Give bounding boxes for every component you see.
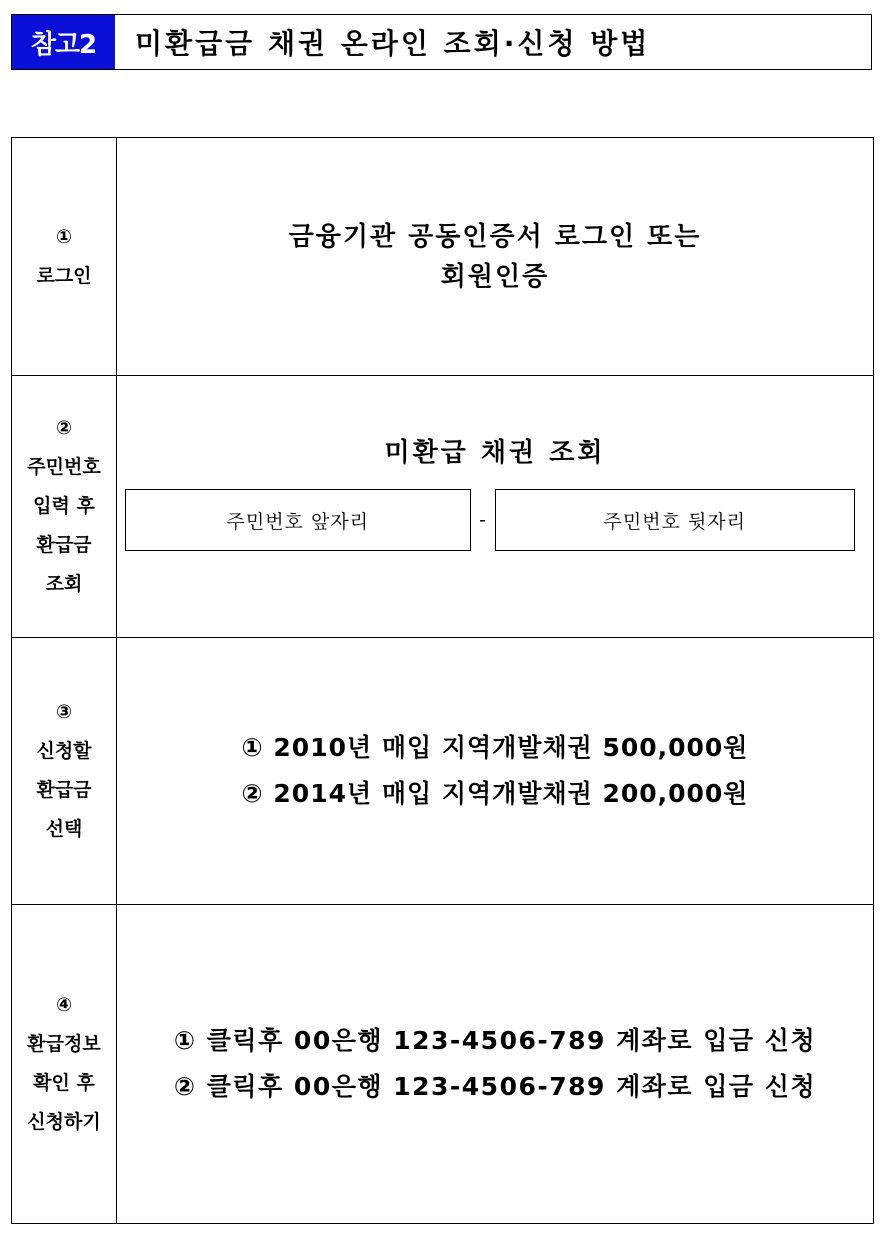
login-instruction-line: 회원인증 — [440, 261, 550, 292]
step-label-line: 환급금 — [36, 779, 92, 801]
step-label-3 — [12, 638, 117, 905]
step-content-select — [117, 638, 874, 905]
step-number: ① — [55, 225, 73, 248]
step-content-lookup — [117, 376, 874, 638]
step-label-line: 로그인 — [36, 264, 92, 287]
step-number: ③ — [55, 701, 73, 723]
step-label-line: 환급금 — [36, 534, 92, 556]
resident-number-front-field[interactable]: 주민번호 앞자리 — [125, 489, 471, 551]
step-row-login — [12, 138, 874, 376]
step-label-line: 신청할 — [36, 740, 92, 762]
step-row-select — [12, 638, 874, 905]
step-label-1 — [12, 138, 117, 376]
step-number: ② — [55, 417, 73, 439]
step-label-line: 환급정보 — [27, 1033, 101, 1055]
apply-option[interactable]: ② 클릭후 00은행 123-4506-789 계좌로 입금 신청 — [173, 1072, 817, 1101]
bond-option[interactable]: ② 2014년 매입 지역개발채권 200,000원 — [241, 779, 749, 808]
bond-option[interactable]: ① 2010년 매입 지역개발채권 500,000원 — [241, 733, 749, 762]
step-label-line: 확인 후 — [33, 1072, 95, 1094]
step-content-login — [117, 138, 874, 376]
page-title: 미환급금 채권 온라인 조회·신청 방법 — [135, 27, 651, 60]
resident-number-separator: - — [479, 509, 486, 531]
reference-badge: 참고2 — [12, 15, 115, 69]
step-label-line: 주민번호 — [27, 456, 101, 478]
step-row-apply — [12, 905, 874, 1224]
step-label-line: 입력 후 — [33, 495, 95, 517]
step-label-line: 신청하기 — [27, 1111, 101, 1133]
step-label-line: 선택 — [45, 818, 83, 840]
apply-option[interactable]: ① 클릭후 00은행 123-4506-789 계좌로 입금 신청 — [173, 1026, 817, 1055]
step-content-apply — [117, 905, 874, 1224]
login-instruction-line: 금융기관 공동인증서 로그인 또는 — [288, 221, 702, 252]
title-bar — [11, 14, 872, 70]
step-row-lookup — [12, 376, 874, 638]
resident-number-back-field[interactable]: 주민번호 뒷자리 — [495, 489, 856, 551]
lookup-title: 미환급 채권 조회 — [384, 438, 606, 468]
resident-number-row — [117, 489, 873, 551]
step-label-2 — [12, 376, 117, 638]
step-label-line: 조회 — [45, 573, 83, 595]
step-label-4 — [12, 905, 117, 1224]
procedure-table — [11, 137, 874, 1224]
step-number: ④ — [55, 994, 73, 1016]
